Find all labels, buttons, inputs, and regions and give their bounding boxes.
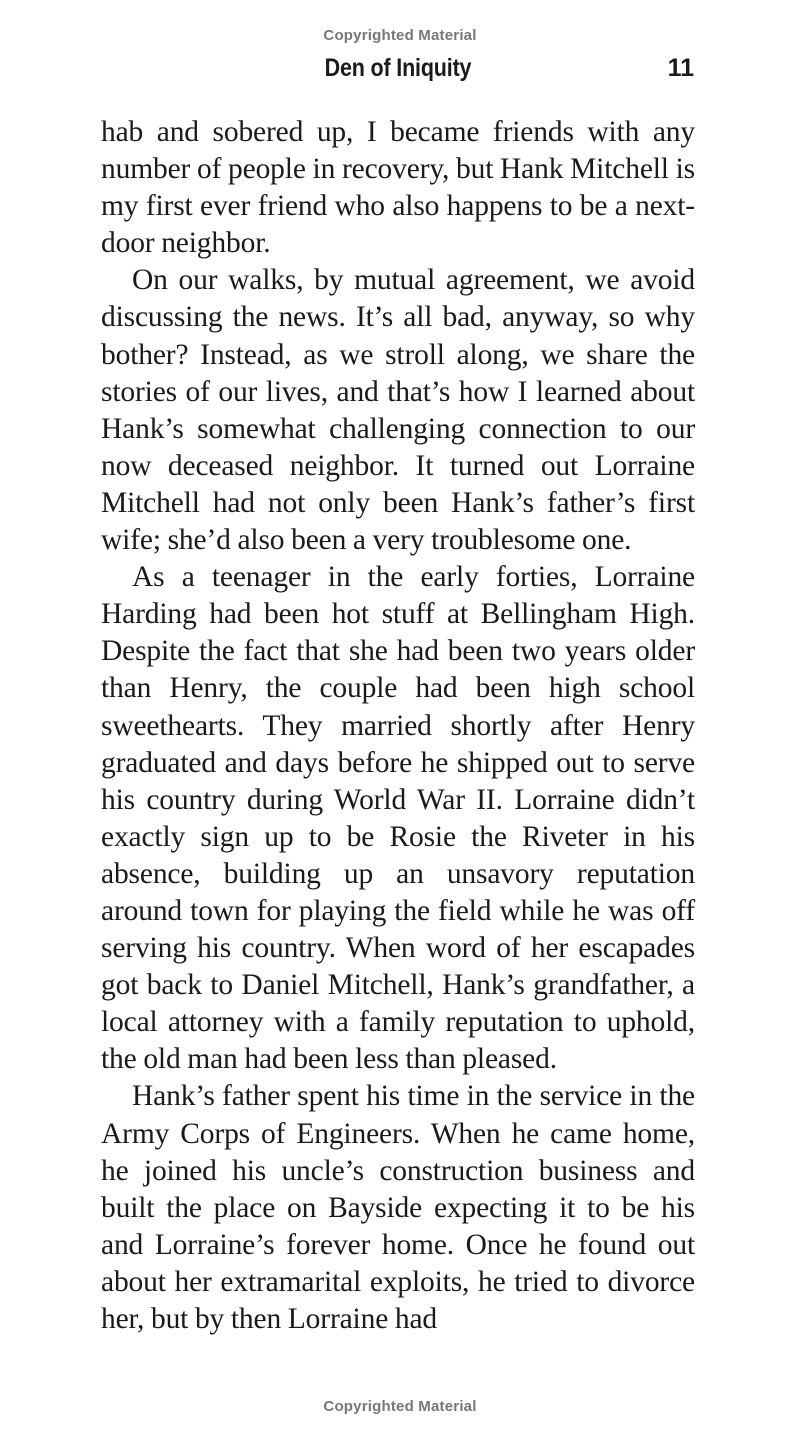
chapter-title: Den of Iniquity: [324, 54, 472, 82]
page-body-text: [101, 114, 695, 1338]
paragraph-4: Hank’s father spent his time in the service in the Army Corps of Engineers. When he came home, he joined his uncle’s construction business and built the place on Bayside expecting it to be his and Lorraine’s forever home. Once he found out about her extramarital exploits, he tried to divorce her, but by then Lorraine had: [101, 1080, 695, 1335]
copyright-watermark-top: Copyrighted Material: [323, 27, 477, 44]
page-number: 11: [667, 54, 694, 82]
running-header: [100, 52, 696, 86]
copyright-watermark-bottom: Copyrighted Material: [323, 1398, 477, 1415]
paragraph-2: On our walks, by mutual agreement, we avoid discussing the news. It’s all bad, anyway, so why bother? Instead, as we stroll along, we share the stories of our lives, and that’s how I learned about Hank’s somewhat challenging connection to our now deceased neighbor. It turned out Lorraine Mitchell had not only been Hank’s father’s first wife; she’d also been a very troublesome one.: [101, 264, 695, 557]
paragraph-1: hab and sobered up, I became friends with any number of people in recovery, but Hank Mitchell is my first ever friend who also happens to be a next-door neighbor.: [101, 116, 695, 260]
paragraph-3: As a teenager in the early forties, Lorraine Harding had been hot stuff at Bellingham High. Despite the fact that she had been two years older than Henry, the couple had been high school sweethearts. They married shortly after Henry graduated and days before he shipped out to serve his country during World War II. Lorraine didn’t exactly sign up to be Rosie the Riveter in his absence, building up an unsavory reputation around town for playing the field while he was off serving his country. When word of her escapades got back to Daniel Mitchell, Hank’s grandfather, a local attorney with a family reputation to uphold, the old man had been less than pleased.: [101, 561, 695, 1076]
